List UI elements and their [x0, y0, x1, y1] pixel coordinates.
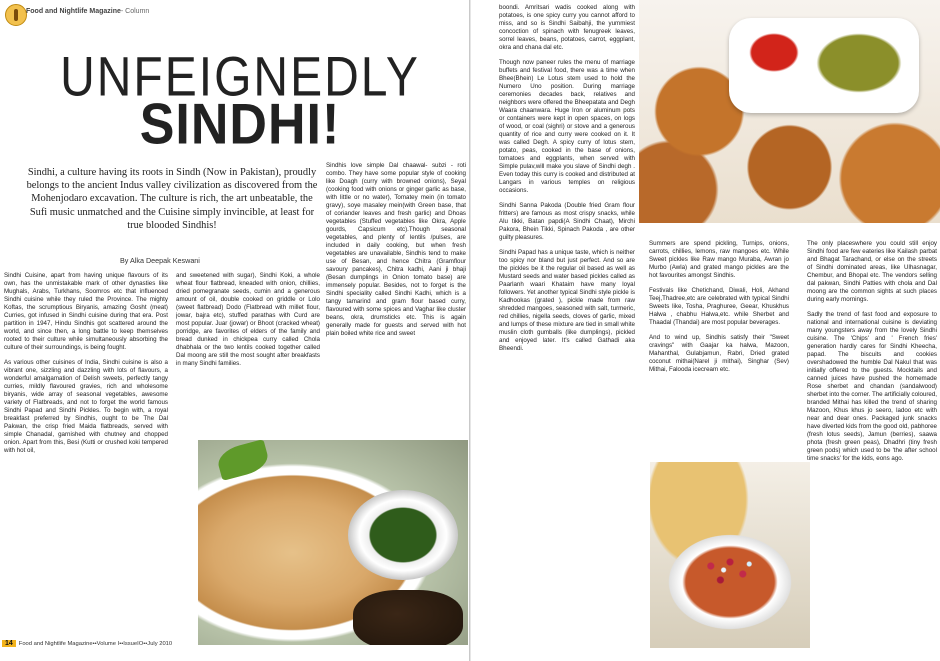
leaf-image — [215, 440, 271, 481]
magazine-header — [26, 8, 149, 15]
pakoda-photo — [639, 0, 940, 223]
magazine-logo-icon — [5, 4, 27, 26]
red-sauce-image — [739, 25, 809, 80]
right-page — [471, 0, 940, 661]
footer-text: Food and Nightlife Magazine••Volume I••IssueIO••July 2010 — [18, 640, 173, 647]
column-4-paragraph-3: Sindhi Sanna Pakoda (Double fried Gram flour fritters) are famous as most crispy snacks, while Alu tikki, Batan papdi(A Sindhi Chaat), Mirchi Pakora, Bhein Tikki, Spinach Pakoda , are other guilty pleasures. — [499, 202, 635, 241]
green-chutney-image — [809, 28, 909, 98]
column-4-paragraph-2: Though now paneer rules the menu of marriage buffets and festival food, there was a time when Bhee(Bhein) Le Lotus stem used to hold the Numero Uno position. During marriage ceremonies decades back, relatives and neighbors were offered the Bheepatata and Degh Waara chaanwara. Huge Iron or aluminum pots or containers were kept in open spaces, on logs of wood, or coal (sighri) or stove and a generous quantity of rice and curry were cooked on it. It was called Degh. A spicy curry of lotus stem, potato, peas, cooked in the base of onions, tomatoes and eggplants, when served with Simple pulav,will make you slave of Sindhi degh . Even today this curry is cooked and distributed at Langars in various temples on religious occasions. — [499, 59, 635, 194]
column-5-paragraph-2: Festivals like Chetichand, Diwali, Holi, Akhand Teej,Thadree,etc are celebrated with typical Sindhi Sweets like, Tosha, Praghuree, Geear, Khuskhus Halwa , chabhu Halwa,etc. while Sherbet and Thaadal (Thandai) are most popular beverages. — [649, 287, 789, 326]
column-4 — [499, 4, 635, 644]
title-line-2: SINDHI! — [139, 93, 341, 157]
column-5-paragraph-1: Summers are spend pickling, Turnips, onions, carrots, chillies, lemons, raw mangoes etc. While Sweet pickles like Raw mango Muraba, Awran jo Murbo (Awla) and grated mango pickles are the hot favourites amongst Sindhis. — [649, 240, 789, 279]
column-1-paragraph-2: As various other cuisines of India, Sindhi cuisine is also a vibrant one, sizzling and dazzling with lots of flavours, a wonderful amalgamation of Delish sweets, perfectly tangy curries, mildly flavoured gravies, rich and wholesome biryanis, wide array of seasonal vegetables, awesome variety of Flatbreads, and not to forget the world famous Sindhi Papad and Sindhi Pickles. To begin with, a royal breakfast preferred by Sindhis, ought to be The Dal Pakwan, the crisp fried Maida flatbreads, served with simple Chanadal, garnished with chutney and chopped onion. Apart from this, Besi (Kutti or crushed koki tempered with hot oil, — [4, 359, 168, 454]
pomegranate-garnish-image — [698, 554, 762, 594]
column-5-paragraph-3: And to wind up, Sindhis satisfy their "Sweet cravings" with Gaajar ka halwa, Mazoon, Mahanthal, Gulabjamun, Rabri, Dried grated coconut mithai(Narel ji mithai), Singhar (Sev) Mithai, Falooda icecream etc. — [649, 334, 789, 373]
intro-paragraph: Sindhi, a culture having its roots in Sindh (Now in Pakistan), proudly belongs to the ancient Indus valley civilization as discovered from the Mohenjodaro excavation. The culture is rich, the art unbeatable, the Sufi music unmatched and the Cuisine simply invincible, at least for true blooded Sindhis! — [26, 167, 318, 231]
column-6 — [807, 240, 937, 640]
column-5 — [649, 240, 789, 458]
column-3-paragraph-1: Sindhis love simple Dal chaawal- subzi - roti combo. They have some popular style of cooking like Doagh (curry with browned onions), Seyal (cooking food with onions or ginger garlic as base, with little or no water), Tomatey mein (in tomato gravy), soye masaley mein(with Green base, that of coriander leaves and fresh garlic) and Dhoas vegetables (Stuffed vegetables like Okra, Apple gourds, Capsicum etc).Though seasonal vegetables, and plenty of lentils /pulses, are included in daily cooking, but when fresh vegetables are unavailable, Sindhis tend to make use of Besan, and hence Chitra (Gramflour savoury pancakes), Chitra kadhi, Aani ji bhaji (Besan dumplings in Onion tomato base) are immensely popular. Besides, not to forget is the Sindhi speciality called Sindhi Kadhi, which is a tangy tamarind and gram flour based curry, flavoured with some spices and Vaghar like cluster beans, okra, drumsticks etc. This is again generally made for guests and served with hot plain boiled white rice and sweet — [326, 162, 466, 337]
rice-dish-photo — [198, 440, 468, 645]
column-4-paragraph-4: Sindhi Papad has a unique taste, which is neither too spicy nor bland but just perfect. And so are the pickles be it the regular oil based as well as Mustard seeds and water based pickles called as Paarlanh waari Khataim have many loyal followers. Yet another typical Sindhi style pickle is Kadhookas (grated ), pickle made from raw shredded mangoes, seasoned with salt, turmeric, red chillies, nigella seeds, cloves of garlic, mixed and lumps of these mixture are tied in small white muslin cloth gumballs (like dumplings), pickled and enjoyed later. It's called Gathadi aka Bheendi. — [499, 249, 635, 352]
papad-and-curry-photo — [650, 462, 810, 648]
byline: By Alka Deepak Keswani — [120, 256, 200, 265]
column-1 — [4, 272, 168, 640]
page-footer — [2, 640, 172, 647]
page-number: 14 — [2, 640, 16, 647]
column-3 — [326, 162, 466, 434]
title-line-1: UNFEIGNEDLY — [60, 47, 420, 109]
column-2 — [176, 272, 320, 432]
green-curry-bowl-image — [348, 490, 458, 580]
section-label: - Column — [120, 8, 150, 15]
column-4-paragraph-1: boondi. Amritsari wadis cooked along with potatoes, is one spicy curry you cannot afford to miss, and so is Sindhi Saibahji, the yummiest concoction of spinach with fenugreek leaves, sorrel leaves, beans, potatoes, carrot, eggplant, okra and chana dal etc. — [499, 4, 635, 51]
column-6-paragraph-1: The only placeswhere you could still enjoy Sindhi food are few eateries like Kailash parbat and Bhagat Tarachand, or else on the streets of Sindhi dominated areas, like Ulhasnagar, Chembur, and Bhopal etc. The vendors selling dal pakwan, Sindhi Patties with chola and Dal moong are the common sights at such places during early mornings. — [807, 240, 937, 303]
column-6-paragraph-2: Sadly the trend of fast food and exposure to national and international cuisine is deviating many youngsters away from the lovely Sindhi cuisine. The 'Chips' and ' French fries' generation hardly cares for Sindhi Kheecha, papad. The biscuits and cookies overshadowed the humble Dal Nakul that was initially offered to the guests. Mocktails and canned juices have pushed the homemade Rose sherbet and chandan (sandalwood) sherbet into the corner. The artificially coloured, branded Mithai has killed the trend of sharing Mazoon, Khus khus jo seero, ladoo etc with near and dear ones. Packaged junk snacks have diverted kids from the good old, pabhoree (fresh lotus seeds), Jamun (berries), saawa phota (fresh green peas), Dhadhri (tiny fresh green pods) which used to be 'the after school time snacks' for the kids, eons ago. — [807, 311, 937, 462]
column-2-paragraph-1: and sweetened with sugar), Sindhi Koki, a whole wheat flour flatbread, kneaded with onion, chillies, dried pomegranate seeds, cumin and a generous amount of oil, double cooked on griddle or Lolo (sweet flatbread) Dodo (Flatbread with millet flour, jowar, bajra etc), stuffed parathas with Curd are most popular. Juar (jowar) or Bhoot (cracked wheat) porridge, are favorites of elders of the family and bread dunked in chickpea curry called Chola dhabhala or the two lentils cooked together called Dal moong are still the most sought after breakfasts in many Sindhi families. — [176, 272, 320, 367]
fried-eggplant-image — [353, 590, 463, 645]
column-1-paragraph-1: Sindhi Cuisine, apart from having unique flavours of its own, has the unmistakable mark of other dynasties like Mughals, Arabs, Turkhans, Soomros etc that influenced Sindhi cuisine while they ruled the Province. The mighty Koftas, the scrumptious Biryanis, amazing Gosht (meat) Curries, got infused in Sindhi cuisine during that era. Post partition in 1947, Hindu Sindhis got scattered around the world, and since then, a long battle to keep themselves rooted to their culture while simultaneously absorbing the culture of their surroundings, is being fought. — [4, 272, 168, 351]
magazine-name: Food and Nightlife Magazine — [26, 8, 121, 15]
left-page — [0, 0, 469, 661]
